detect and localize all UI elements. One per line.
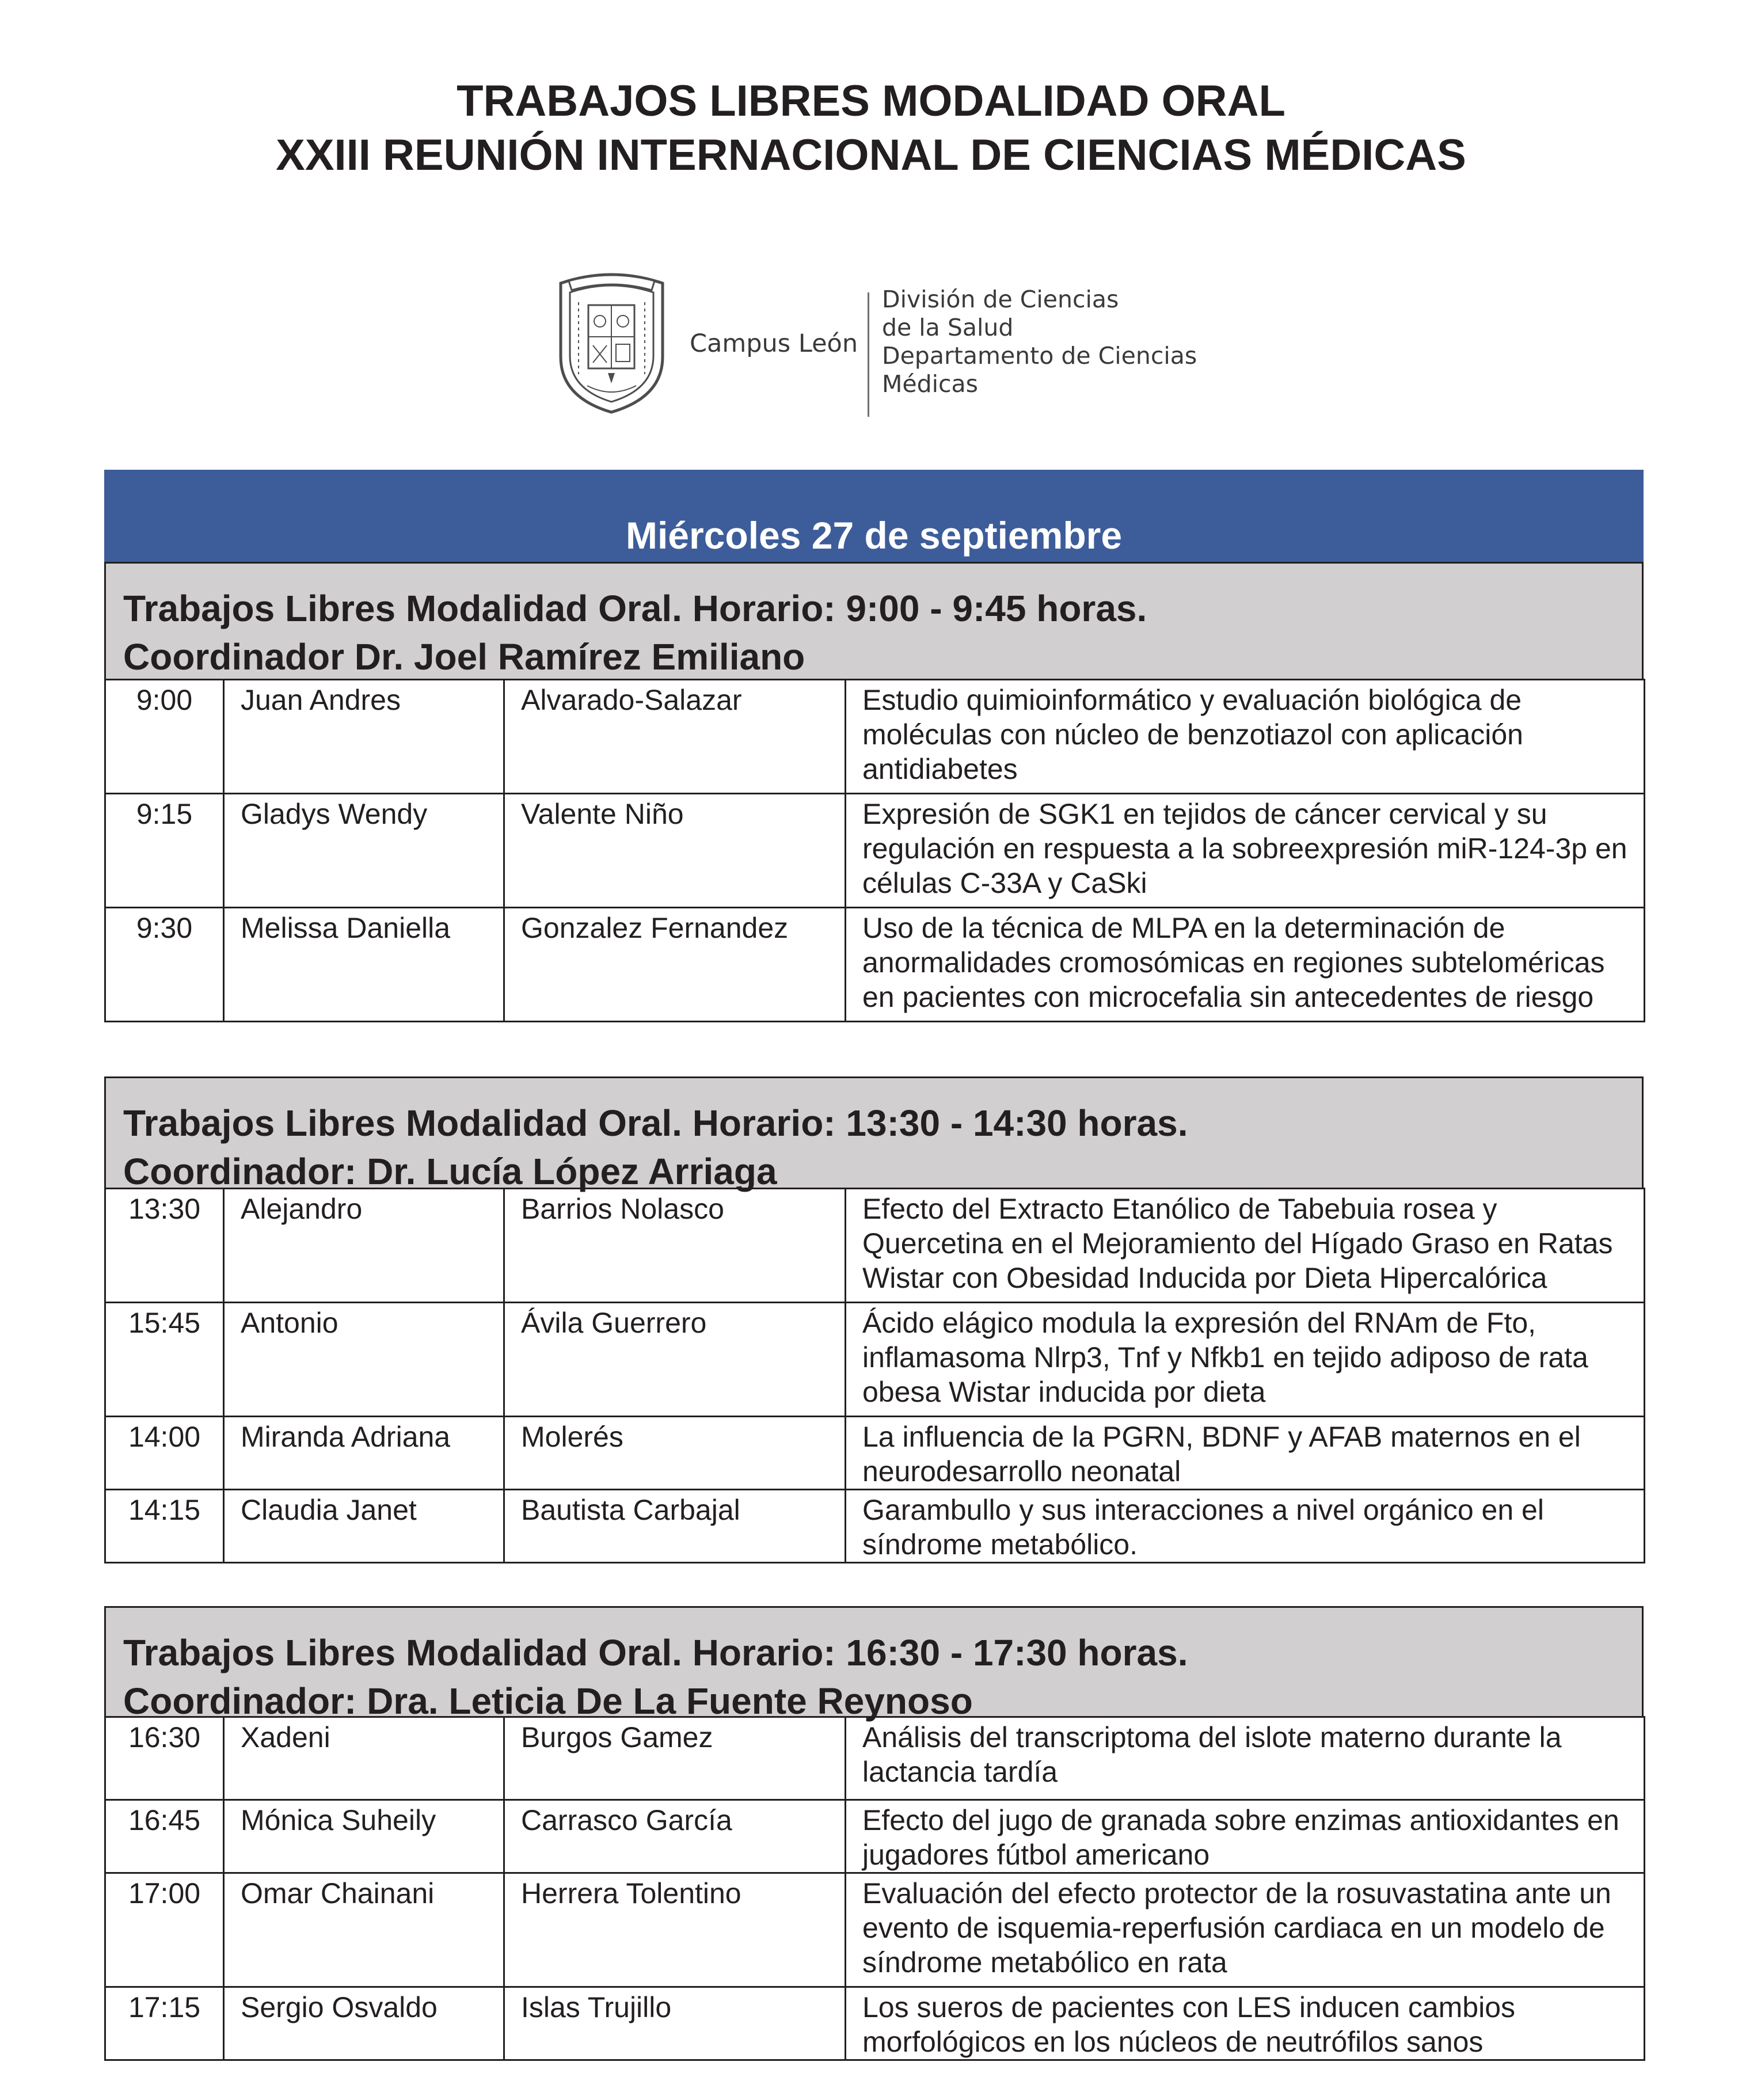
table-row [105, 680, 1645, 794]
session-heading: Trabajos Libres Modalidad Oral. Horario: 16:30 - 17:30 horas. [123, 1632, 1188, 1673]
table-row [105, 1189, 1645, 1303]
talk-title: Uso de la técnica de MLPA en la determinación de anormalidades cromosómicas en regiones subteloméricas en pacientes con microcefalia sin antecedentes de riesgo [846, 908, 1645, 1022]
session-block [104, 1606, 1644, 2061]
session-header [104, 1076, 1644, 1192]
division-line: División de Ciencias [882, 286, 1119, 313]
talk-title: Estudio quimioinformático y evaluación biológica de moléculas con núcleo de benzotiazol con aplicación antidiabetes [846, 680, 1645, 794]
presenter-first-name: Melissa Daniella [224, 908, 504, 1022]
talk-title: La influencia de la PGRN, BDNF y AFAB maternos en el neurodesarrollo neonatal [846, 1417, 1645, 1490]
logo-divider [868, 292, 869, 417]
talk-time: 17:00 [105, 1873, 224, 1987]
table-row [105, 908, 1645, 1022]
day-banner [104, 470, 1644, 562]
presenter-last-name: Valente Niño [504, 794, 846, 908]
table-row [105, 1717, 1645, 1800]
talk-time: 9:00 [105, 680, 224, 794]
presenter-last-name: Molerés [504, 1417, 846, 1490]
presenter-first-name: Omar Chainani [224, 1873, 504, 1987]
talks-table [104, 679, 1645, 1022]
talk-time: 9:30 [105, 908, 224, 1022]
talk-time: 14:00 [105, 1417, 224, 1490]
talks-table [104, 1188, 1645, 1563]
table-row [105, 1490, 1645, 1563]
session-coordinator: Coordinador Dr. Joel Ramírez Emiliano [123, 636, 805, 678]
presenter-last-name: Barrios Nolasco [504, 1189, 846, 1303]
session-header [104, 562, 1644, 680]
presenter-last-name: Herrera Tolentino [504, 1873, 846, 1987]
table-row [105, 1873, 1645, 1987]
document-title-line2: XXIII REUNIÓN INTERNACIONAL DE CIENCIAS MÉDICAS [276, 131, 1466, 180]
presenter-first-name: Xadeni [224, 1717, 504, 1800]
session-block [104, 562, 1644, 1022]
talk-time: 13:30 [105, 1189, 224, 1303]
talk-time: 17:15 [105, 1987, 224, 2060]
presenter-first-name: Mónica Suheily [224, 1800, 504, 1873]
presenter-last-name: Alvarado-Salazar [504, 680, 846, 794]
talk-time: 16:30 [105, 1717, 224, 1800]
division-line: Departamento de Ciencias [882, 342, 1197, 370]
division-line: de la Salud [882, 314, 1014, 341]
talk-time: 15:45 [105, 1303, 224, 1417]
presenter-last-name: Burgos Gamez [504, 1717, 846, 1800]
presenter-first-name: Claudia Janet [224, 1490, 504, 1563]
table-row [105, 794, 1645, 908]
presenter-first-name: Gladys Wendy [224, 794, 504, 908]
session-coordinator: Coordinador: Dra. Leticia De La Fuente Reynoso [123, 1680, 973, 1722]
day-label: Miércoles 27 de septiembre [625, 514, 1123, 557]
table-row [105, 1303, 1645, 1417]
talk-title: Efecto del jugo de granada sobre enzimas antioxidantes en jugadores fútbol americano [846, 1800, 1645, 1873]
document-title-line1: TRABAJOS LIBRES MODALIDAD ORAL [457, 77, 1285, 125]
talk-title: Los sueros de pacientes con LES inducen cambios morfológicos en los núcleos de neutrófilos sanos [846, 1987, 1645, 2060]
campus-label: Campus León [690, 329, 858, 358]
presenter-last-name: Gonzalez Fernandez [504, 908, 846, 1022]
session-header [104, 1606, 1644, 1722]
table-row [105, 1987, 1645, 2060]
presenter-last-name: Bautista Carbajal [504, 1490, 846, 1563]
table-row [105, 1800, 1645, 1873]
presenter-first-name: Alejandro [224, 1189, 504, 1303]
presenter-last-name: Carrasco García [504, 1800, 846, 1873]
talk-time: 14:15 [105, 1490, 224, 1563]
division-label [882, 286, 1197, 398]
talk-title: Garambullo y sus interacciones a nivel orgánico en el síndrome metabólico. [846, 1490, 1645, 1563]
session-block [104, 1076, 1644, 1563]
talk-title: Evaluación del efecto protector de la rosuvastatina ante un evento de isquemia-reperfusión cardiaca en un modelo de síndrome metabólico en rata [846, 1873, 1645, 1987]
talk-title: Efecto del Extracto Etanólico de Tabebuia rosea y Quercetina en el Mejoramiento del Hígado Graso en Ratas Wistar con Obesidad Inducida por Dieta Hipercalórica [846, 1189, 1645, 1303]
talk-time: 9:15 [105, 794, 224, 908]
institution-logo [553, 271, 1220, 420]
talk-title: Análisis del transcriptoma del islote materno durante la lactancia tardía [846, 1717, 1645, 1800]
talk-title: Expresión de SGK1 en tejidos de cáncer cervical y su regulación en respuesta a la sobreexpresión miR-124-3p en células C-33A y CaSki [846, 794, 1645, 908]
session-coordinator: Coordinador: Dr. Lucía López Arriaga [123, 1151, 777, 1192]
presenter-first-name: Antonio [224, 1303, 504, 1417]
session-heading: Trabajos Libres Modalidad Oral. Horario: 13:30 - 14:30 horas. [123, 1102, 1188, 1144]
presenter-first-name: Sergio Osvaldo [224, 1987, 504, 2060]
presenter-first-name: Miranda Adriana [224, 1417, 504, 1490]
presenter-last-name: Islas Trujillo [504, 1987, 846, 2060]
presenter-last-name: Ávila Guerrero [504, 1303, 846, 1417]
university-seal-icon [553, 271, 671, 414]
session-heading: Trabajos Libres Modalidad Oral. Horario: 9:00 - 9:45 horas. [123, 588, 1147, 629]
table-row [105, 1417, 1645, 1490]
talk-time: 16:45 [105, 1800, 224, 1873]
talks-table [104, 1716, 1645, 2061]
presenter-first-name: Juan Andres [224, 680, 504, 794]
division-line: Médicas [882, 370, 979, 398]
talk-title: Ácido elágico modula la expresión del RNAm de Fto, inflamasoma Nlrp3, Tnf y Nfkb1 en tejido adiposo de rata obesa Wistar inducida por dieta [846, 1303, 1645, 1417]
